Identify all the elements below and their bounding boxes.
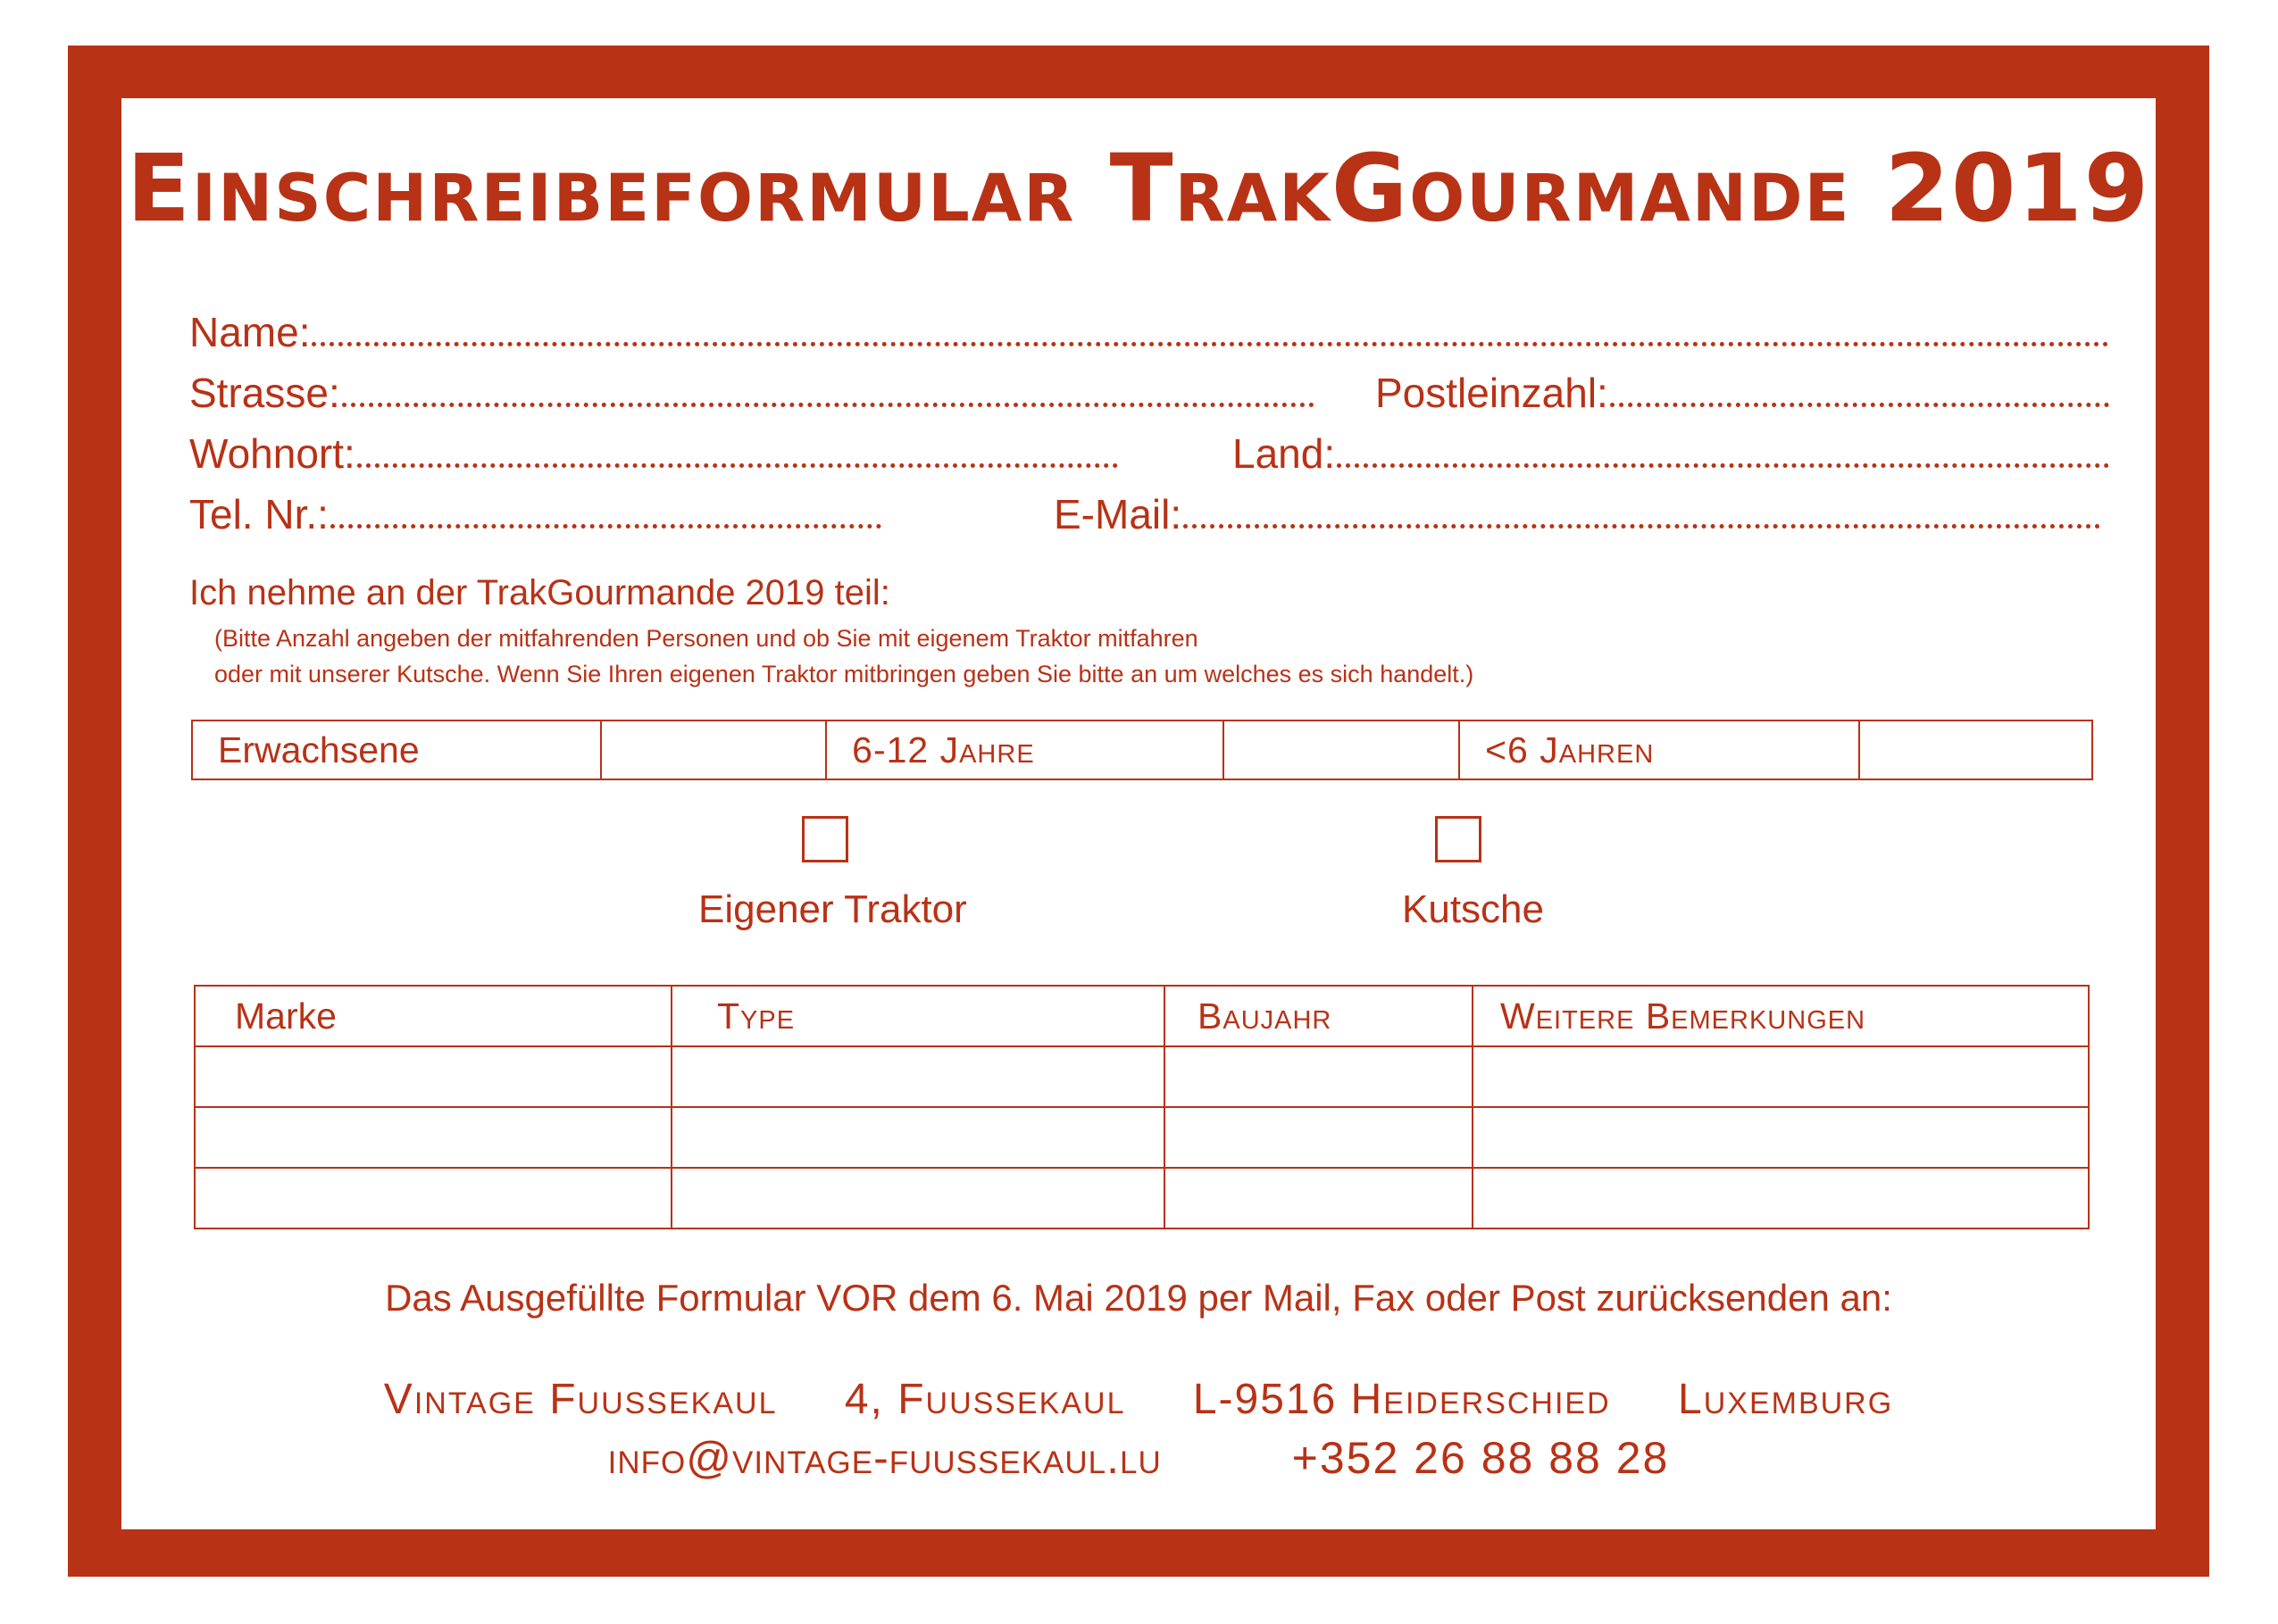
address-line <box>121 1375 2156 1424</box>
participation-intro: Ich nehme an der TrakGourmande 2019 teil: <box>189 573 890 612</box>
street-label: Strasse: <box>189 370 340 416</box>
children-under-6-label: <6 Jahren <box>1459 720 1859 779</box>
own-tractor-checkbox[interactable] <box>802 816 848 862</box>
tractor-details-table <box>194 985 2090 1229</box>
name-line[interactable] <box>312 308 2109 346</box>
contact-email-link[interactable]: info@vintage-fuussekaul.lu <box>607 1433 1162 1483</box>
table-header-row <box>195 986 2089 1046</box>
header-type: Type <box>672 986 1164 1046</box>
header-marke: Marke <box>195 986 672 1046</box>
email-label: E-Mail: <box>1054 491 1182 537</box>
phone-field[interactable] <box>189 490 881 538</box>
table-row <box>195 1168 2089 1228</box>
children-6-12-count-input[interactable] <box>1223 720 1459 779</box>
country-line[interactable] <box>1337 429 2109 468</box>
org-name: Vintage Fuussekaul <box>383 1376 778 1423</box>
phone-label: Tel. Nr.: <box>189 491 329 537</box>
table-row <box>195 1046 2089 1107</box>
baujahr-input[interactable] <box>1164 1107 1473 1168</box>
participant-count-table <box>191 720 2093 780</box>
participation-note-line-1: (Bitte Anzahl angeben der mitfahrenden Personen und ob Sie mit eigenem Traktor mitfahren <box>214 625 1198 652</box>
table-row <box>192 720 2092 779</box>
city-line[interactable] <box>357 429 1118 468</box>
name-label: Name: <box>189 309 311 355</box>
row-street <box>189 369 2109 422</box>
marke-input[interactable] <box>195 1107 672 1168</box>
header-weitere-bemerkungen: Weitere Bemerkungen <box>1473 986 2089 1046</box>
type-input[interactable] <box>672 1107 1164 1168</box>
adults-label: Erwachsene <box>192 720 601 779</box>
carriage-checkbox[interactable] <box>1435 816 1481 862</box>
postcode-field[interactable] <box>1375 369 2109 417</box>
row-contact <box>189 490 2109 544</box>
contact-phone: +352 26 88 88 28 <box>1291 1433 1670 1483</box>
country-field[interactable] <box>1232 429 2109 478</box>
country-label: Land: <box>1232 430 1336 477</box>
table-row <box>195 1107 2089 1168</box>
city-label: Wohnort: <box>189 430 355 477</box>
carriage-label: Kutsche <box>1402 887 1544 931</box>
row-city <box>189 429 2109 483</box>
postcode-label: Postleinzahl: <box>1375 370 1608 416</box>
name-field[interactable] <box>189 308 2109 356</box>
street-field[interactable] <box>189 369 1314 417</box>
header-baujahr: Baujahr <box>1164 986 1473 1046</box>
type-input[interactable] <box>672 1168 1164 1228</box>
children-under-6-count-input[interactable] <box>1859 720 2092 779</box>
email-line[interactable] <box>1183 490 2100 529</box>
bemerkungen-input[interactable] <box>1473 1046 2089 1107</box>
bemerkungen-input[interactable] <box>1473 1168 2089 1228</box>
type-input[interactable] <box>672 1046 1164 1107</box>
own-tractor-label: Eigener Traktor <box>698 887 967 931</box>
marke-input[interactable] <box>195 1168 672 1228</box>
row-name <box>189 308 2109 362</box>
city-field[interactable] <box>189 429 1118 478</box>
bemerkungen-input[interactable] <box>1473 1107 2089 1168</box>
email-field[interactable] <box>1054 490 2100 538</box>
street-address: 4, Fuussekaul <box>844 1376 1126 1423</box>
city-address: L-9516 Heiderschied <box>1192 1376 1611 1423</box>
baujahr-input[interactable] <box>1164 1046 1473 1107</box>
children-6-12-label: 6-12 Jahre <box>826 720 1223 779</box>
return-instruction: Das Ausgefüllte Formular VOR dem 6. Mai 2019 per Mail, Fax oder Post zurücksenden an: <box>385 1277 1892 1319</box>
phone-line[interactable] <box>330 490 881 529</box>
form-title: Einschreibeformular TrakGourmande 2019 <box>126 134 2151 243</box>
postcode-line[interactable] <box>1610 369 2109 407</box>
baujahr-input[interactable] <box>1164 1168 1473 1228</box>
marke-input[interactable] <box>195 1046 672 1107</box>
country-name: Luxemburg <box>1678 1376 1894 1423</box>
participation-note-line-2: oder mit unserer Kutsche. Wenn Sie Ihren eigenen Traktor mitbringen geben Sie bitte an um welches es sich handelt.) <box>214 661 1474 687</box>
adults-count-input[interactable] <box>601 720 826 779</box>
contact-line <box>121 1432 2156 1484</box>
street-line[interactable] <box>342 369 1314 407</box>
